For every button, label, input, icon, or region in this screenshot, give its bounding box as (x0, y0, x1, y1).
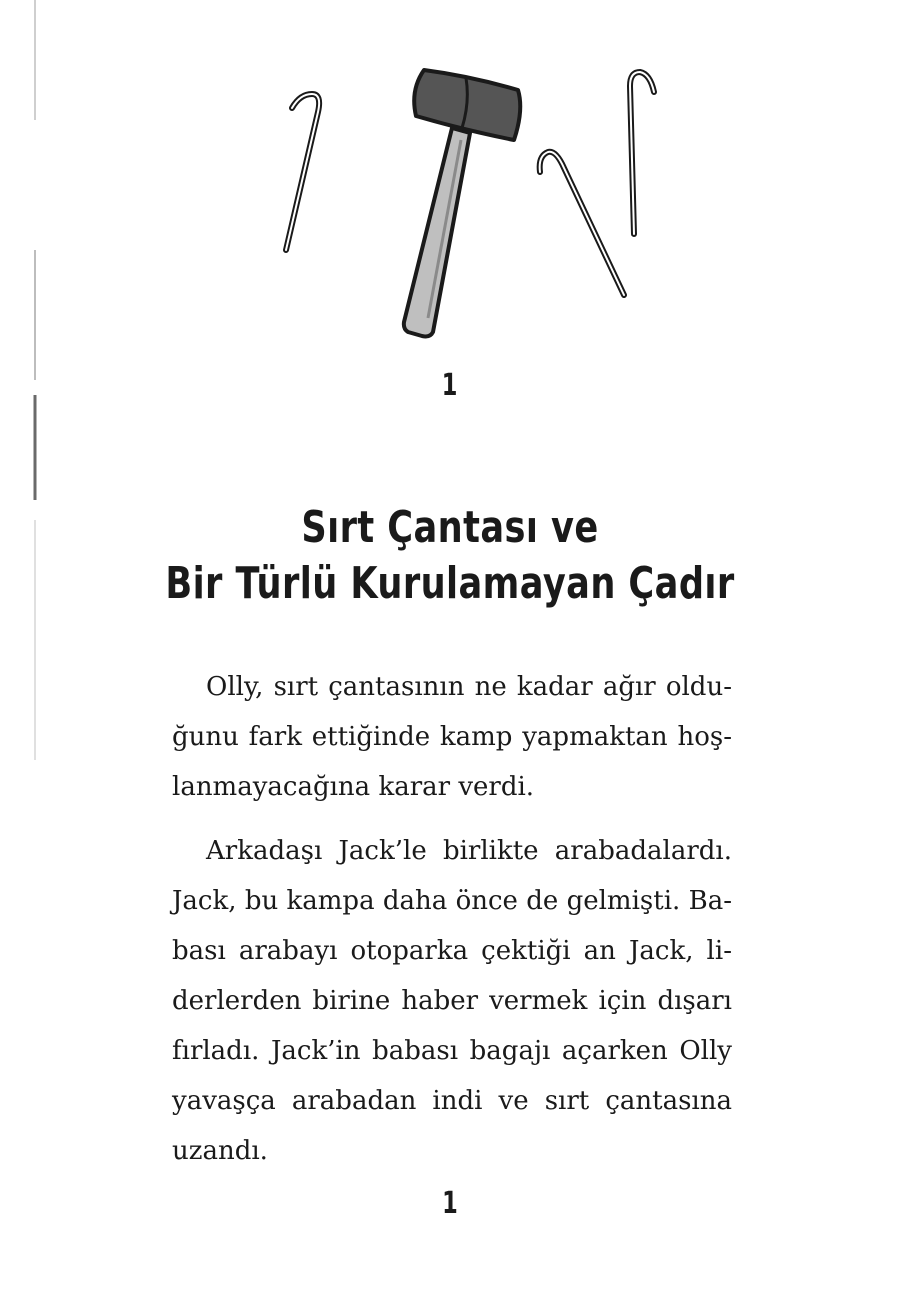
chapter-title-line-2: Bir Türlü Kurulamayan Çadır (165, 558, 735, 609)
chapter-body (172, 662, 732, 1190)
paragraph: Arkadaşı Jack’le birlikte arabadalardı. Jack, bu kampa daha önce de gelmişti. Babası arabayı otoparka çektiği an Jack, liderlerden birine haber vermek için dışarı fırladı. Jack’in babası bagajı açarken Olly yavaşça arabadan indi ve sırt çantasına uzandı. (172, 836, 732, 1166)
tent-peg-icon (630, 72, 654, 234)
tent-peg-icon (286, 94, 319, 250)
chapter-number: 1 (441, 368, 459, 403)
paragraph: Olly, sırt çantasının ne kadar ağır olduğunu fark ettiğinde kamp yapmaktan hoşlanmayacağına karar verdi. (172, 672, 732, 802)
chapter-title-line-1: Sırt Çantası ve (301, 502, 599, 553)
tent-peg-icon (540, 152, 624, 295)
mallet-icon (404, 70, 520, 337)
page-number: 1 (442, 1186, 458, 1221)
chapter-title (0, 500, 900, 612)
camping-tools-illustration (0, 0, 900, 360)
